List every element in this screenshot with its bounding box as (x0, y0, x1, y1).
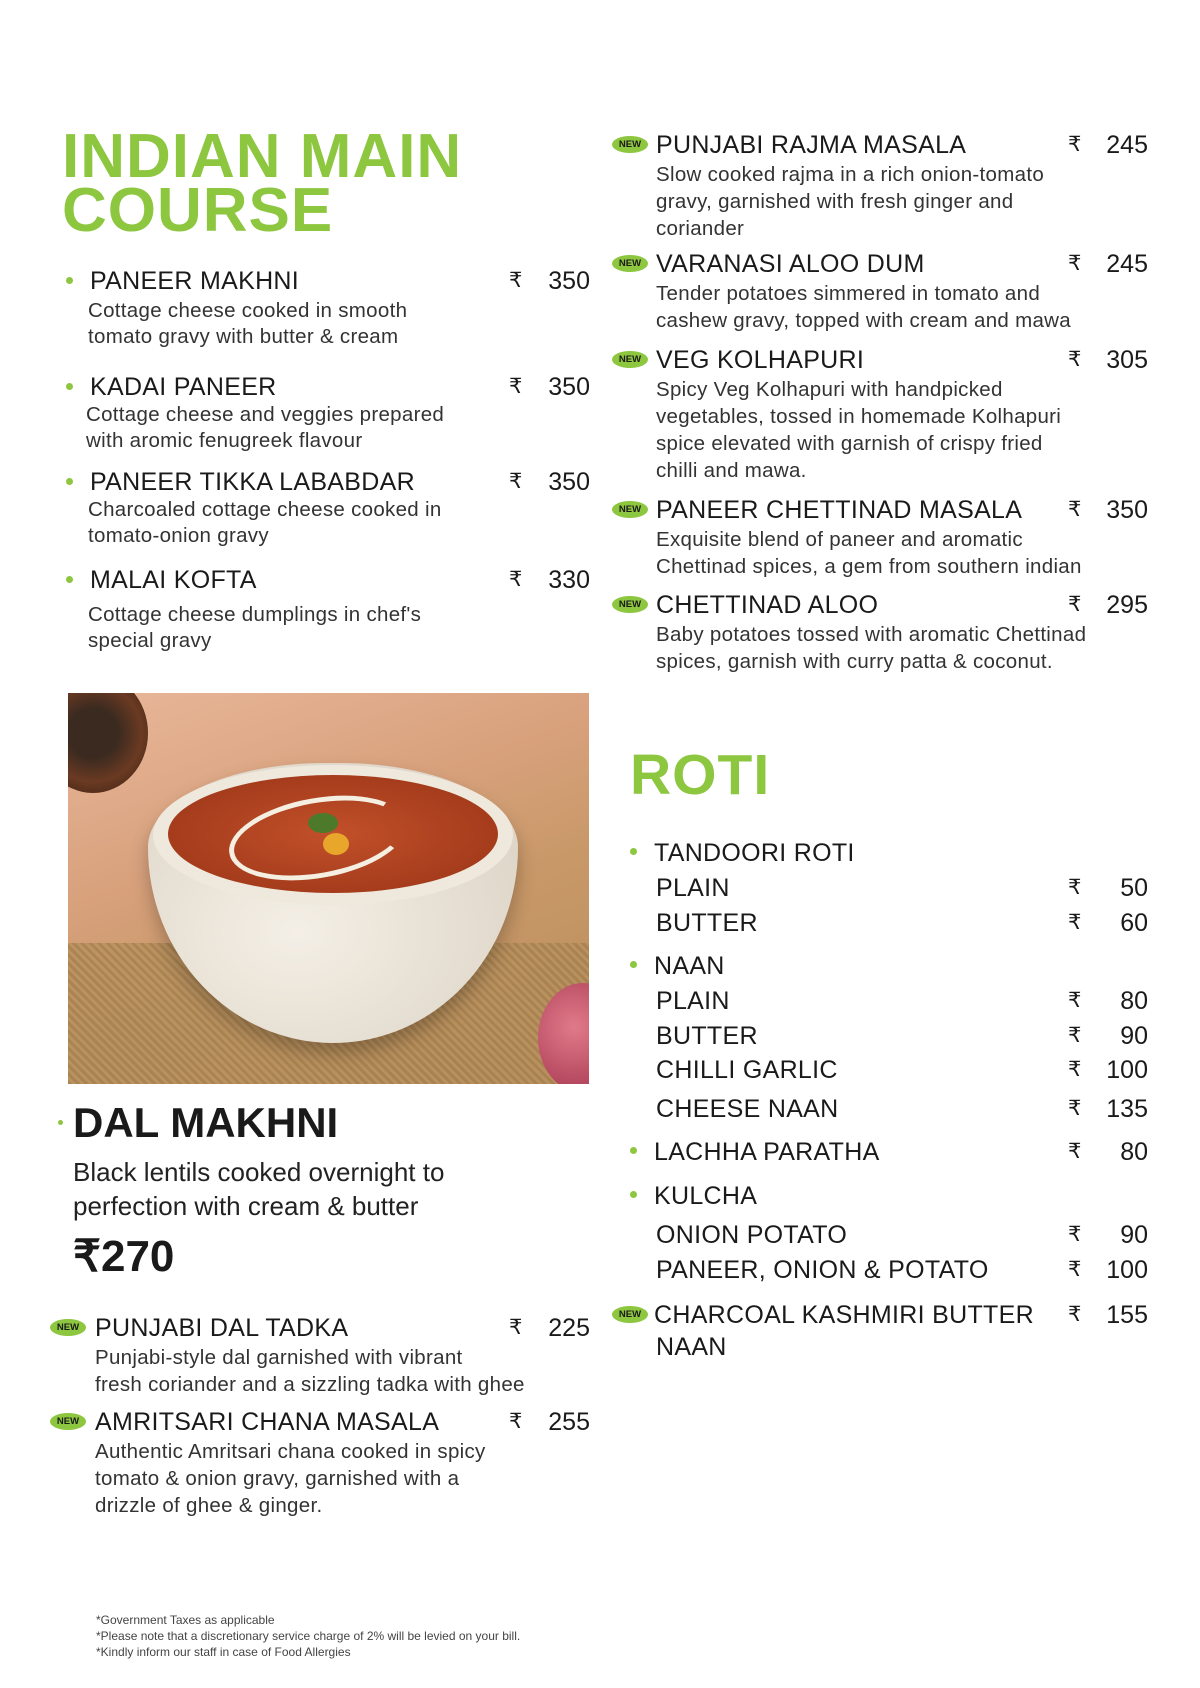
menu-item-desc: fresh coriander and a sizzling tadka with ghee (95, 1373, 525, 1396)
menu-item-name: PANEER CHETTINAD MASALA (656, 496, 1023, 524)
rupee-symbol: ₹ (509, 1316, 523, 1339)
menu-item-desc: spices, garnish with curry patta & coconut. (656, 650, 1053, 673)
roti-item-price: 60 (1120, 909, 1148, 937)
menu-item-desc: tomato & onion gravy, garnished with a (95, 1467, 460, 1490)
menu-item-price: 350 (548, 373, 590, 401)
menu-item-price: 245 (1106, 131, 1148, 159)
new-badge: NEW (612, 351, 648, 368)
menu-item-desc: Slow cooked rajma in a rich onion-tomato (656, 163, 1045, 186)
rupee-symbol: ₹ (1068, 252, 1082, 275)
menu-item-desc: Punjabi-style dal garnished with vibrant (95, 1346, 463, 1369)
bullet (58, 1120, 63, 1125)
rupee-symbol: ₹ (1068, 876, 1082, 899)
footer-note: *Government Taxes as applicable (96, 1613, 275, 1627)
bullet (630, 961, 637, 968)
rupee-symbol: ₹ (1068, 133, 1082, 156)
rupee-symbol: ₹ (1068, 1303, 1082, 1326)
roti-item-price: 50 (1120, 874, 1148, 902)
menu-item-price: 350 (548, 468, 590, 496)
menu-item-price: 255 (548, 1408, 590, 1436)
rupee-symbol: ₹ (1068, 989, 1082, 1012)
menu-item-desc: gravy, garnished with fresh ginger and (656, 190, 1014, 213)
new-badge: NEW (612, 136, 648, 153)
menu-item-price: 305 (1106, 346, 1148, 374)
menu-item-price: 330 (548, 566, 590, 594)
rupee-symbol: ₹ (1068, 1097, 1082, 1120)
menu-item-desc: Tender potatoes simmered in tomato and (656, 282, 1041, 305)
dal-makhni-photo (68, 693, 589, 1084)
menu-item-desc: cashew gravy, topped with cream and mawa (656, 309, 1071, 332)
roti-item-name: LACHHA PARATHA (654, 1138, 880, 1166)
roti-item-price: 100 (1106, 1256, 1148, 1284)
menu-item-desc: chilli and mawa. (656, 459, 807, 482)
desc-line: perfection with cream & butter (73, 1191, 419, 1221)
footer-note: *Kindly inform our staff in case of Food Allergies (96, 1645, 351, 1659)
roti-item-name: CHEESE NAAN (656, 1095, 839, 1123)
menu-item-desc: Charcoaled cottage cheese cooked in (88, 498, 442, 521)
title-line-1: INDIAN MAIN (62, 122, 463, 191)
menu-item-name: MALAI KOFTA (90, 566, 257, 594)
rupee-symbol: ₹ (509, 269, 523, 292)
bullet (630, 848, 637, 855)
roti-item-price: 80 (1120, 1138, 1148, 1166)
roti-item-price: 90 (1120, 1221, 1148, 1249)
menu-item-desc: drizzle of ghee & ginger. (95, 1494, 323, 1517)
rupee-symbol: ₹ (1068, 1258, 1082, 1281)
new-badge: NEW (612, 255, 648, 272)
new-badge: NEW (612, 1306, 648, 1323)
menu-item-name: VEG KOLHAPURI (656, 346, 865, 374)
title-line-2: COURSE (62, 176, 334, 245)
rupee-symbol: ₹ (509, 470, 523, 493)
roti-item-name: PLAIN (656, 987, 730, 1015)
new-badge: NEW (612, 596, 648, 613)
menu-item-price: 245 (1106, 250, 1148, 278)
footer-note: *Please note that a discretionary service charge of 2% will be levied on your bill. (96, 1629, 521, 1643)
bullet (630, 1191, 637, 1198)
menu-item-desc: tomato gravy with butter & cream (88, 325, 399, 348)
roti-item-name: ONION POTATO (656, 1221, 848, 1249)
roti-item-price: 135 (1106, 1095, 1148, 1123)
menu-item-name: AMRITSARI CHANA MASALA (95, 1408, 440, 1436)
menu-item-name: KADAI PANEER (90, 373, 277, 401)
rupee-symbol: ₹ (1068, 1140, 1082, 1163)
new-badge: NEW (612, 501, 648, 518)
rupee-symbol: ₹ (1068, 1058, 1082, 1081)
menu-item-desc: with aromic fenugreek flavour (86, 429, 363, 452)
rupee-symbol: ₹ (509, 375, 523, 398)
menu-item-desc: Authentic Amritsari chana cooked in spicy (95, 1440, 486, 1463)
menu-item-desc: vegetables, tossed in homemade Kolhapuri (656, 405, 1062, 428)
featured-dish-price: ₹270 (73, 1232, 175, 1281)
roti-item-name: NAAN (654, 952, 725, 980)
menu-item-price: 350 (548, 267, 590, 295)
menu-item-name: VARANASI ALOO DUM (656, 250, 925, 278)
menu-item-desc: Exquisite blend of paneer and aromatic (656, 528, 1023, 551)
roti-item-name: TANDOORI ROTI (654, 839, 855, 867)
roti-item-name: CHILLI GARLIC (656, 1056, 838, 1084)
section-title-roti: ROTI (630, 743, 771, 807)
roti-item-name: BUTTER (656, 1022, 758, 1050)
rupee-symbol: ₹ (1068, 1024, 1082, 1047)
rupee-symbol: ₹ (1068, 1223, 1082, 1246)
rupee-symbol: ₹ (509, 568, 523, 591)
menu-item-desc: Baby potatoes tossed with aromatic Chettinad (656, 623, 1087, 646)
section-title-indian-main (62, 122, 463, 245)
featured-dish-name: DAL MAKHNI (73, 1099, 339, 1146)
bullet (630, 1147, 637, 1154)
menu-item-price: 350 (1106, 496, 1148, 524)
menu-item-desc: Cottage cheese dumplings in chef's (88, 603, 422, 626)
menu-item-price: 295 (1106, 591, 1148, 619)
roti-item-name: PLAIN (656, 874, 730, 902)
bullet (66, 277, 73, 284)
roti-item-name: NAAN (656, 1333, 727, 1361)
roti-item-name: PANEER, ONION & POTATO (656, 1256, 989, 1284)
footer-notes (96, 1612, 520, 1660)
menu-item-desc: Cottage cheese and veggies prepared (86, 403, 445, 426)
menu-item-desc: Cottage cheese cooked in smooth (88, 299, 408, 322)
roti-item-name: CHARCOAL KASHMIRI BUTTER (654, 1301, 1034, 1329)
menu-item-name: PUNJABI RAJMA MASALA (656, 131, 967, 159)
rupee-symbol: ₹ (1068, 498, 1082, 521)
rupee-symbol: ₹ (1068, 348, 1082, 371)
roti-item-name: KULCHA (654, 1182, 758, 1210)
menu-item-name: PANEER TIKKA LABABDAR (90, 468, 415, 496)
roti-item-name: BUTTER (656, 909, 758, 937)
menu-item-desc: coriander (656, 217, 745, 240)
roti-item-price: 100 (1106, 1056, 1148, 1084)
bullet (66, 383, 73, 390)
rupee-symbol: ₹ (509, 1410, 523, 1433)
menu-item-desc: special gravy (88, 629, 212, 652)
roti-item-price: 90 (1120, 1022, 1148, 1050)
roti-item-price: 80 (1120, 987, 1148, 1015)
menu-item-name: PANEER MAKHNI (90, 267, 300, 295)
menu-item-desc: Spicy Veg Kolhapuri with handpicked (656, 378, 1003, 401)
rupee-symbol: ₹ (1068, 593, 1082, 616)
menu-item-desc: spice elevated with garnish of crispy fried (656, 432, 1043, 455)
menu-item-desc: Chettinad spices, a gem from southern indian (656, 555, 1082, 578)
menu-item-name: PUNJABI DAL TADKA (95, 1314, 349, 1342)
bullet (66, 478, 73, 485)
featured-dish-desc (73, 1155, 444, 1223)
bullet (66, 576, 73, 583)
menu-item-name: CHETTINAD ALOO (656, 591, 879, 619)
new-badge: NEW (50, 1319, 86, 1336)
menu-item-price: 225 (548, 1314, 590, 1342)
roti-item-price: 155 (1106, 1301, 1148, 1329)
new-badge: NEW (50, 1413, 86, 1430)
menu-item-desc: tomato-onion gravy (88, 524, 269, 547)
desc-line: Black lentils cooked overnight to (73, 1157, 445, 1187)
rupee-symbol: ₹ (1068, 911, 1082, 934)
